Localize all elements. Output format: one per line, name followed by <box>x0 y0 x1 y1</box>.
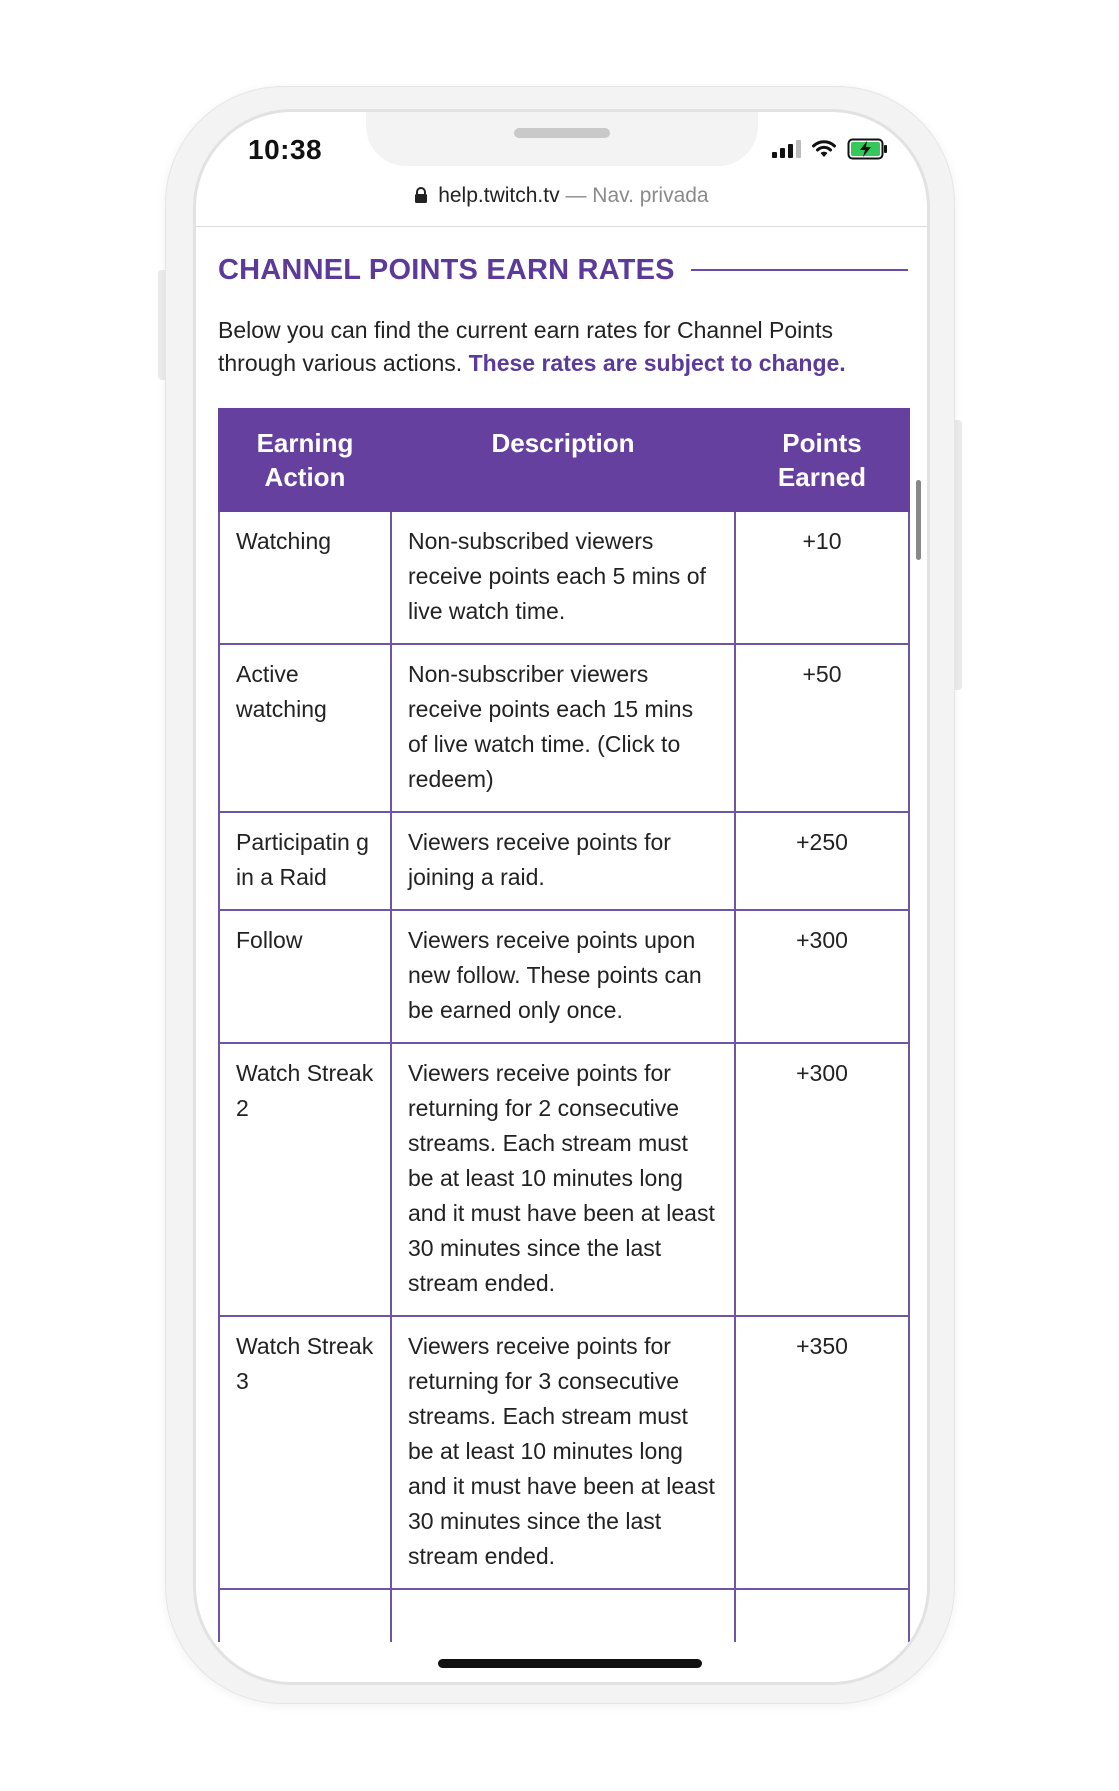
heading-rule <box>691 269 908 271</box>
scrollbar[interactable] <box>916 480 921 560</box>
column-header-description: Description <box>391 409 735 511</box>
table-row <box>219 1316 909 1589</box>
earn-rates-table <box>218 408 910 1653</box>
url-text: help.twitch.tv <box>438 184 560 207</box>
intro-paragraph <box>218 314 908 380</box>
intro-highlight: These rates are subject to change. <box>468 350 846 376</box>
column-header-points: Points Earned <box>735 409 909 511</box>
cell-points: +300 <box>735 910 909 1043</box>
wifi-icon <box>811 139 837 159</box>
private-mode-label: Nav. privada <box>592 184 709 207</box>
table-row <box>219 812 909 910</box>
cell-description: Viewers receive points for returning for 2 consecutive streams. Each stream must be at least 10 minutes long and it must have been at least 30 minutes since the last stream ended. <box>391 1043 735 1316</box>
phone-screen <box>196 112 927 1682</box>
section-heading <box>218 242 908 298</box>
status-icons <box>772 138 889 160</box>
cell-points: +250 <box>735 812 909 910</box>
cell-description: Viewers receive points upon new follow. These points can be earned only once. <box>391 910 735 1043</box>
table-row <box>219 644 909 812</box>
cell-description: Viewers receive points for returning for 3 consecutive streams. Each stream must be at least 10 minutes long and it must have been at least 30 minutes since the last stream ended. <box>391 1316 735 1589</box>
cell-action: Watching <box>219 511 391 644</box>
table-header-row <box>219 409 909 511</box>
cell-points: +10 <box>735 511 909 644</box>
table-row <box>219 511 909 644</box>
cell-action: Participatin g in a Raid <box>219 812 391 910</box>
cell-points: +50 <box>735 644 909 812</box>
cell-action: Watch Streak 2 <box>219 1043 391 1316</box>
cell-description: Non-subscribed viewers receive points each 5 mins of live watch time. <box>391 511 735 644</box>
table-row <box>219 1043 909 1316</box>
page-content <box>218 242 908 1653</box>
cell-points: +350 <box>735 1316 909 1589</box>
speaker-grille <box>514 128 610 138</box>
url-separator: — <box>565 184 587 207</box>
cell-description: Viewers receive points for joining a raid. <box>391 812 735 910</box>
table-row <box>219 910 909 1043</box>
status-time: 10:38 <box>248 134 323 165</box>
column-header-action: Earning Action <box>219 409 391 511</box>
intro-text: Below you can find the current earn rates for Channel Points through various actions. <box>218 317 833 376</box>
lock-icon <box>414 187 428 204</box>
cellular-signal-icon <box>772 140 801 158</box>
home-indicator[interactable] <box>438 1659 702 1668</box>
cell-action: Watch Streak 3 <box>219 1316 391 1589</box>
battery-charging-icon <box>847 138 889 160</box>
cell-description: Non-subscriber viewers receive points each 15 mins of live watch time. (Click to redeem) <box>391 644 735 812</box>
cell-action: Follow <box>219 910 391 1043</box>
address-bar[interactable] <box>196 184 927 232</box>
notch <box>366 112 758 166</box>
page-title: CHANNEL POINTS EARN RATES <box>218 253 675 286</box>
cell-action: Active watching <box>219 644 391 812</box>
cell-points: +300 <box>735 1043 909 1316</box>
